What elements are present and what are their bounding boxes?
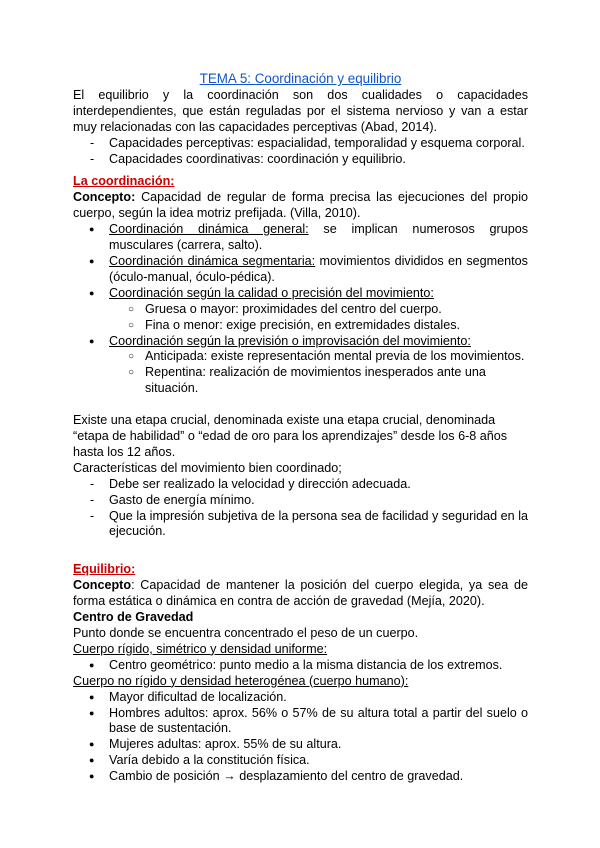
concept-label: Concepto: [73, 578, 132, 593]
list-item: - Capacidades perceptivas: espacialidad, temporalidad y esquema corporal.: [73, 136, 528, 152]
coordination-concept: [73, 190, 528, 222]
item-title: Coordinación dinámica general:: [109, 222, 309, 237]
intro-list: [73, 136, 528, 168]
nonrigid-body-list: [73, 690, 528, 785]
cog-text: Punto donde se encuentra concentrado el peso de un cuerpo.: [73, 626, 419, 640]
balance-heading: Equilibrio:: [73, 562, 136, 577]
list-item: - Debe ser realizado la velocidad y dirección adecuada.: [73, 477, 528, 493]
page-title: TEMA 5: Coordinación y equilibrio: [199, 71, 402, 86]
sublist-item: ○ Repentina: realización de movimientos inesperados ante una situación.: [73, 365, 528, 397]
coordination-types-list: [73, 222, 528, 302]
list-item: ● Hombres adultos: aprox. 56% o 57% de su altura total a partir del suelo o base de sustentación.: [73, 706, 528, 738]
cog-title-text: Centro de Gravedad: [73, 610, 194, 625]
item-text: se implican numerosos grupos musculares (carrera, salto).: [109, 222, 529, 253]
intro-paragraph: El equilibrio y la coordinación son dos cualidades o capacidades interdependientes, que están reguladas por el sistema nervioso y van a estar muy relacionadas con las capacidades perceptivas (Abad, 2014).: [73, 87, 528, 134]
coordination-heading: La coordinación:: [73, 174, 175, 189]
list-item: ● Mujeres adultas: aprox. 55% de su altura.: [73, 737, 528, 753]
concept-label: Concepto:: [73, 190, 136, 205]
nonrigid-body-title: Cuerpo no rígido y densidad heterogénea (cuerpo humano):: [73, 673, 409, 688]
list-item: - Gasto de energía mínimo.: [73, 493, 528, 509]
list-item: - Que la impresión subjetiva de la persona sea de facilidad y seguridad en la ejecución.: [73, 509, 528, 541]
item-title: Coordinación según la previsión o improvisación del movimiento:: [109, 333, 471, 348]
item-title: Coordinación según la calidad o precisión del movimiento:: [109, 285, 434, 300]
spacer: [73, 540, 528, 555]
list-item: [73, 222, 528, 254]
characteristics-title: Características del movimiento bien coordinado;: [73, 460, 342, 475]
stage-paragraph: Existe una etapa crucial, denominada existe una etapa crucial, denominada “etapa de habilidad” o “edad de oro para los aprendizajes” desde los 6-8 años hasta los 12 años.: [73, 413, 508, 459]
balance-concept: [73, 578, 528, 610]
characteristics-list: [73, 477, 528, 541]
list-item: - Capacidades coordinativas: coordinación y equilibrio.: [73, 152, 528, 168]
item-text: movimientos divididos en segmentos (óculo-manual, óculo-pédica).: [109, 253, 528, 284]
concept-text: Capacidad de regular de forma precisa las ejecuciones del propio cuerpo, según la idea motriz prefijada. (Villa, 2010).: [73, 190, 528, 221]
cog-title: [73, 610, 528, 626]
list-item: [73, 254, 528, 286]
list-item: ● Mayor dificultad de localización.: [73, 690, 528, 706]
list-item: ● Varía debido a la constitución física.: [73, 753, 528, 769]
precision-sublist: [73, 302, 528, 334]
list-item: [73, 334, 528, 350]
sublist-item: ○ Fina o menor: exige precisión, en extremidades distales.: [73, 318, 528, 334]
rigid-body-list: [73, 658, 528, 674]
document-content: [73, 71, 528, 785]
sublist-item: ○ Anticipada: existe representación mental previa de los movimientos.: [73, 349, 528, 365]
sublist-item: ○ Gruesa o mayor: proximidades del centro del cuerpo.: [73, 302, 528, 318]
list-item: ● Cambio de posición → desplazamiento del centro de gravedad.: [73, 769, 528, 785]
concept-text: : Capacidad de mantener la posición del cuerpo elegida, ya sea de forma estática o dinámica en contra de acción de gravedad (Mejía, 2020).: [73, 578, 528, 609]
list-item: [73, 286, 528, 302]
list-item: ● Centro geométrico: punto medio a la misma distancia de los extremos.: [73, 658, 528, 674]
coordination-types-list-cont: [73, 334, 528, 350]
spacer: [73, 397, 528, 413]
rigid-body-title: Cuerpo rígido, simétrico y densidad uniforme:: [73, 641, 328, 656]
item-title: Coordinación dinámica segmentaria:: [109, 253, 316, 268]
prevision-sublist: [73, 349, 528, 397]
